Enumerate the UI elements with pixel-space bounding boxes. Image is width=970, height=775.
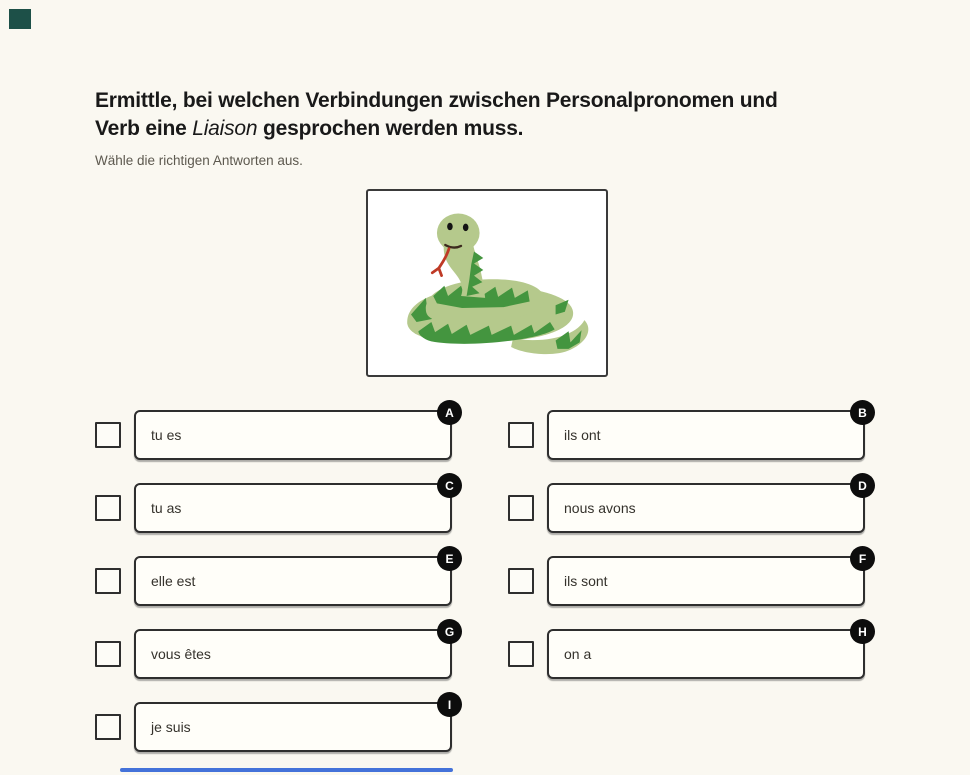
answer-option-h[interactable] — [547, 624, 867, 679]
answer-checkbox-g[interactable] — [95, 641, 121, 667]
option-badge-h: H — [850, 619, 875, 644]
answer-row-b — [508, 405, 867, 460]
option-badge-e: E — [437, 546, 462, 571]
answer-option-g[interactable] — [134, 624, 455, 679]
answer-row-g — [95, 624, 455, 679]
option-badge-i: I — [437, 692, 462, 717]
option-badge-f: F — [850, 546, 875, 571]
answer-option-b[interactable] — [547, 405, 867, 460]
answer-row-f — [508, 551, 867, 606]
answers-column-right — [508, 405, 867, 702]
option-label-i: je suis — [151, 719, 191, 735]
question-header — [95, 87, 895, 168]
answer-option-a[interactable] — [134, 405, 454, 460]
answer-checkbox-b[interactable] — [508, 422, 534, 448]
answer-checkbox-e[interactable] — [95, 568, 121, 594]
option-label-b: ils ont — [564, 427, 601, 443]
option-badge-a: A — [437, 400, 462, 425]
option-label-e: elle est — [151, 573, 196, 589]
title-italic-term: Liaison — [192, 117, 258, 140]
snake-illustration — [371, 194, 603, 372]
option-label-d: nous avons — [564, 500, 636, 516]
answer-row-c — [95, 478, 454, 533]
answer-checkbox-a[interactable] — [95, 422, 121, 448]
answer-row-a — [95, 405, 454, 460]
answer-option-i[interactable] — [134, 697, 452, 752]
option-badge-c: C — [437, 473, 462, 498]
option-badge-d: D — [850, 473, 875, 498]
answer-checkbox-h[interactable] — [508, 641, 534, 667]
answer-option-f[interactable] — [547, 551, 867, 606]
option-label-f: ils sont — [564, 573, 608, 589]
corner-accent-square — [9, 9, 31, 29]
title-line-1: Ermittle, bei welchen Verbindungen zwischen Personalpronomen und — [95, 89, 778, 112]
option-badge-b: B — [850, 400, 875, 425]
answer-option-d[interactable] — [547, 478, 867, 533]
answer-row-d — [508, 478, 867, 533]
answers-column-left — [95, 405, 455, 775]
answer-row-h — [508, 624, 867, 679]
question-illustration-frame — [366, 189, 608, 377]
answer-option-e[interactable] — [134, 551, 454, 606]
answer-checkbox-d[interactable] — [508, 495, 534, 521]
answer-option-c[interactable] — [134, 478, 454, 533]
option-label-g: vous êtes — [151, 646, 211, 662]
question-instruction: Wähle die richtigen Antworten aus. — [95, 153, 303, 168]
answer-row-e — [95, 551, 454, 606]
answer-row-i — [95, 697, 452, 752]
option-label-h: on a — [564, 646, 592, 662]
answer-checkbox-i[interactable] — [95, 714, 121, 740]
answer-checkbox-c[interactable] — [95, 495, 121, 521]
title-line-2: Verb eine Liaison gesprochen werden muss. — [95, 117, 524, 140]
option-label-c: tu as — [151, 500, 182, 516]
question-title — [95, 87, 895, 143]
answer-checkbox-f[interactable] — [508, 568, 534, 594]
option-badge-g: G — [437, 619, 462, 644]
option-label-a: tu es — [151, 427, 182, 443]
